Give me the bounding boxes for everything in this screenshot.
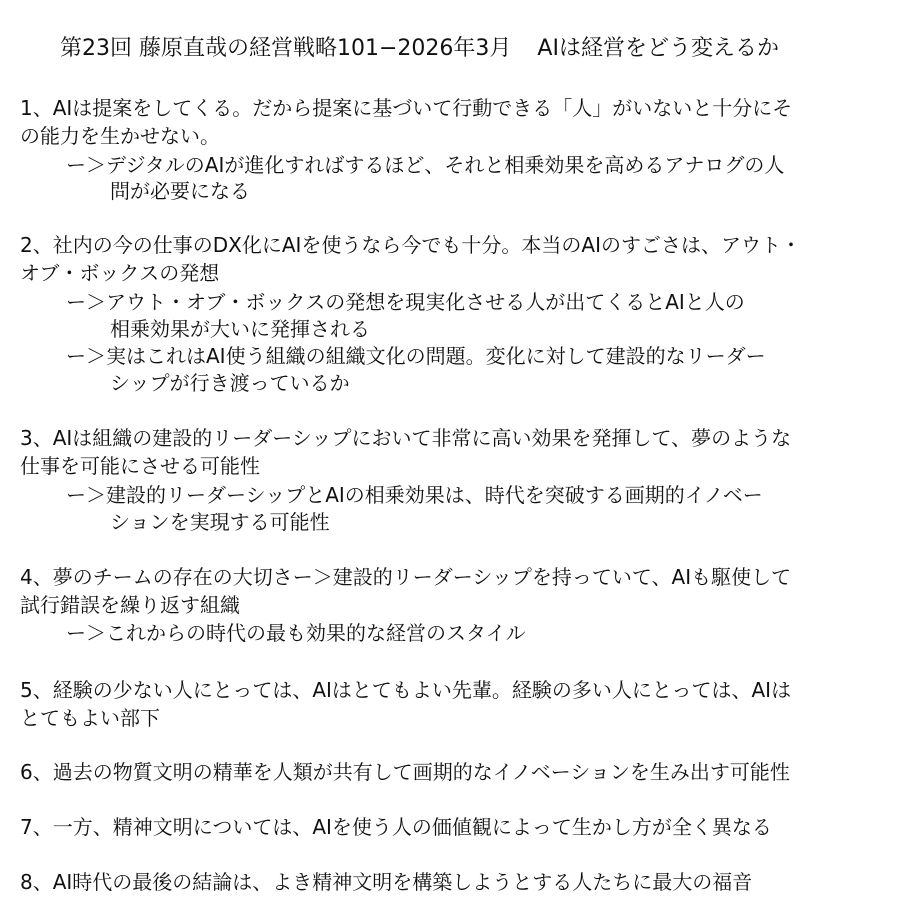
title-sub: AIは経営をどう変えるか — [537, 36, 779, 61]
point-3-line-1: 3、AIは組織の建設的リーダーシップにおいて非常に高い効果を発揮して、夢のような — [20, 426, 792, 450]
point-2-sub-1-line-2: 相乗効果が大いに発揮される — [110, 317, 370, 341]
point-7-line-1: 7、一方、精神文明については、AIを使う人の価値観によって生かし方が全く異なる — [20, 815, 772, 839]
point-3-line-2: 仕事を可能にさせる可能性 — [20, 454, 260, 478]
point-5-line-1: 5、経験の少ない人にとっては、AIはとてもよい先輩。経験の多い人にとっては、AIは — [20, 678, 792, 702]
point-2-line-1: 2、社内の今の仕事のDX化にAIを使うなら今でも十分。本当のAIのすごさは、アウト・ — [20, 233, 801, 257]
point-4-line-1: 4、夢のチームの存在の大切さー＞建設的リーダーシップを持っていて、AIも駆使して — [20, 565, 792, 589]
point-3-sub-1-line-2: ションを実現する可能性 — [110, 510, 330, 534]
point-2-sub-2-line-1: ー＞実はこれはAI使う組織の組織文化の問題。変化に対して建設的なリーダー — [66, 344, 766, 368]
point-1-sub-1-line-1: ー＞デジタルのAIが進化すればするほど、それと相乗効果を高めるアナログの人 — [66, 153, 785, 177]
point-5-line-2: とてもよい部下 — [20, 706, 160, 730]
point-2-sub-2-line-2: シップが行き渡っているか — [110, 371, 350, 395]
point-3-sub-1-line-1: ー＞建設的リーダーシップとAIの相乗効果は、時代を突破する画期的イノベー — [66, 483, 763, 507]
point-2-sub-1-line-1: ー＞アウト・オブ・ボックスの発想を現実化させる人が出てくるとAIと人の — [66, 290, 745, 314]
point-8-line-1: 8、AI時代の最後の結論は、よき精神文明を構築しようとする人たちに最大の福音 — [20, 870, 753, 894]
point-4-line-2: 試行錯誤を繰り返す組織 — [20, 593, 240, 617]
point-4-sub-1-line-1: ー＞これからの時代の最も効果的な経営のスタイル — [66, 621, 526, 645]
point-1-line-1: 1、AIは提案をしてくる。だから提案に基づいて行動できる「人」がいないと十分にそ — [20, 96, 793, 120]
point-2-line-2: オブ・ボックスの発想 — [20, 261, 220, 285]
title-main: 第23回 藤原直哉の経営戦略101−2026年3月 — [60, 36, 512, 61]
point-1-sub-1-line-2: 問が必要になる — [110, 179, 250, 203]
point-6-line-1: 6、過去の物質文明の精華を人類が共有して画期的なイノベーションを生み出す可能性 — [20, 760, 790, 784]
point-1-line-2: の能力を生かせない。 — [20, 124, 220, 148]
slide-title — [60, 34, 900, 64]
